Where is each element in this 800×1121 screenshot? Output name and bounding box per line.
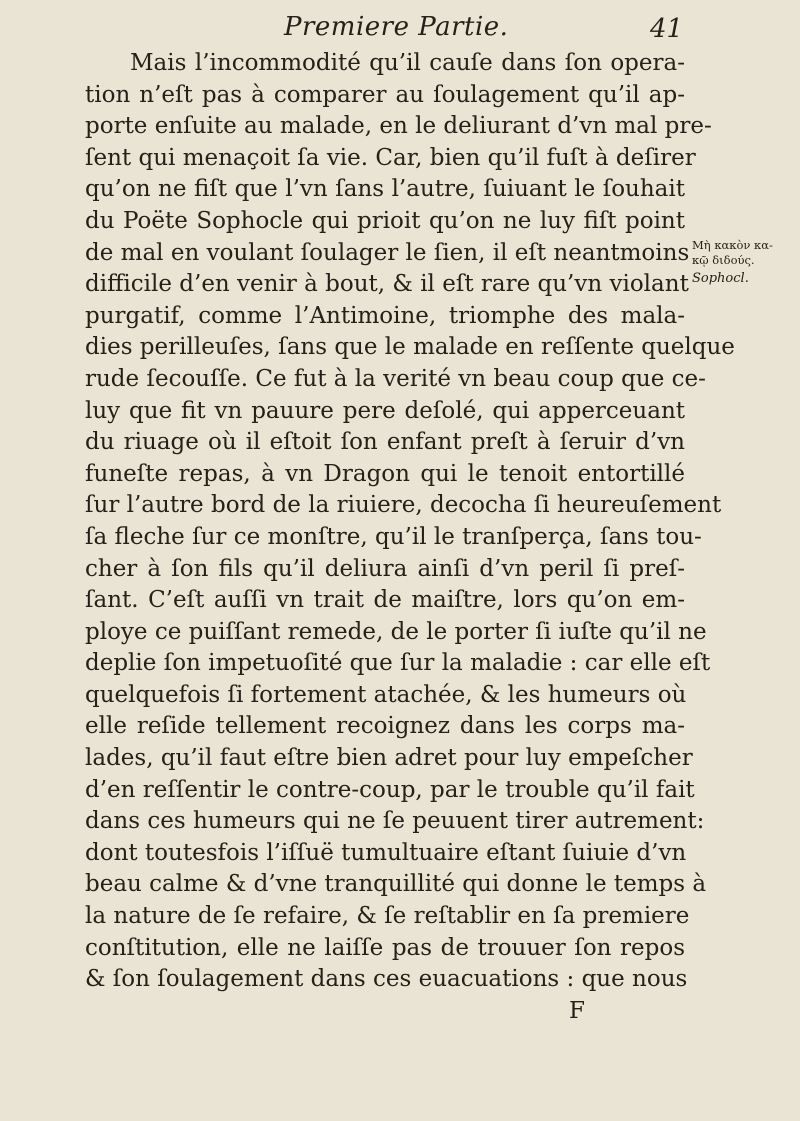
text-line: du riuage où il eſtoit ſon enfant preſt à ſeruir d’vn	[85, 429, 685, 456]
text-line: lades, qu’il faut eſtre bien adret pour luy empeſcher	[85, 745, 693, 772]
text-line: funeſte repas, à vn Dragon qui le tenoit entortillé	[85, 460, 685, 487]
margin-note	[692, 238, 792, 286]
text-line: Mais l’incommodité qu’il cauſe dans ſon opera-	[130, 50, 685, 76]
text-line: du Poëte Sophocle qui prioit qu’on ne luy fiſt point	[85, 207, 685, 234]
text-line: deplie ſon impetuoſité que ſur la maladie : car elle eſt	[85, 650, 711, 677]
text-line: dans ces humeurs qui ne ſe peuuent tirer autrement:	[85, 808, 705, 835]
text-line: purgatif, comme l’Antimoine, triomphe des mala-	[85, 302, 685, 329]
running-title: Premiere Partie.	[284, 12, 509, 42]
text-line: la nature de ſe refaire, & ſe reſtablir en ſa premiere	[85, 903, 690, 930]
text-line: dont toutesfois l’iſſuë tumultuaire eſtant ſuiuie d’vn	[85, 839, 687, 866]
text-line: ſa fleche ſur ce monſtre, qu’il le tranſperça, ſans tou-	[85, 523, 702, 550]
text-line: tion n’eſt pas à comparer au ſoulagement qu’il ap-	[85, 81, 685, 108]
text-line: cher à ſon fils qu’il deliura ainſi d’vn peril ſi preſ-	[85, 555, 685, 582]
margin-greek-line: Μὴ κακὸν κα-	[692, 238, 773, 252]
signature-mark: F	[569, 998, 585, 1024]
margin-source: Sophocl.	[692, 271, 749, 286]
text-line: luy que fit vn pauure pere deſolé, qui apperceuant	[85, 397, 685, 424]
text-line: d’en reſſentir le contre-coup, par le trouble qu’il fait	[85, 776, 695, 803]
page-number: 41	[650, 14, 684, 44]
text-line: de mal en voulant ſoulager le ſien, il eſt neantmoins	[85, 239, 690, 266]
text-line: rude ſecouſſe. Ce fut à la verité vn beau coup que ce-	[85, 365, 706, 392]
text-line: ploye ce puiſſant remede, de le porter ſi iuſte qu’il ne	[85, 618, 707, 645]
text-line: difficile d’en venir à bout, & il eſt rare qu’vn violant	[85, 271, 689, 298]
text-line: porte enſuite au malade, en le deliurant d’vn mal pre-	[85, 113, 712, 140]
text-line: ſur l’autre bord de la riuiere, decocha ſi heureuſement	[85, 492, 722, 519]
text-line: elle reſide tellement recoignez dans les corps ma-	[85, 713, 685, 740]
margin-greek-line: κῷ διδούς.	[692, 253, 755, 267]
text-line: qu’on ne fiſt que l’vn ſans l’autre, ſuiuant le ſouhait	[85, 176, 685, 203]
text-line: & ſon ſoulagement dans ces euacuations : que nous	[85, 966, 688, 993]
text-line: beau calme & d’vne tranquillité qui donne le temps à	[85, 871, 707, 898]
text-line: ſent qui menaçoit ſa vie. Car, bien qu’il fuſt à deſirer	[85, 144, 696, 171]
text-line: conſtitution, elle ne laiſſe pas de trouuer ſon repos	[85, 934, 685, 961]
text-line: quelquefois ſi fortement atachée, & les humeurs où	[85, 681, 687, 708]
text-line: dies perilleuſes, ſans que le malade en reſſente quelque	[85, 334, 735, 361]
text-line: ſant. C’eſt auſſi vn trait de maiſtre, lors qu’on em-	[85, 587, 685, 614]
